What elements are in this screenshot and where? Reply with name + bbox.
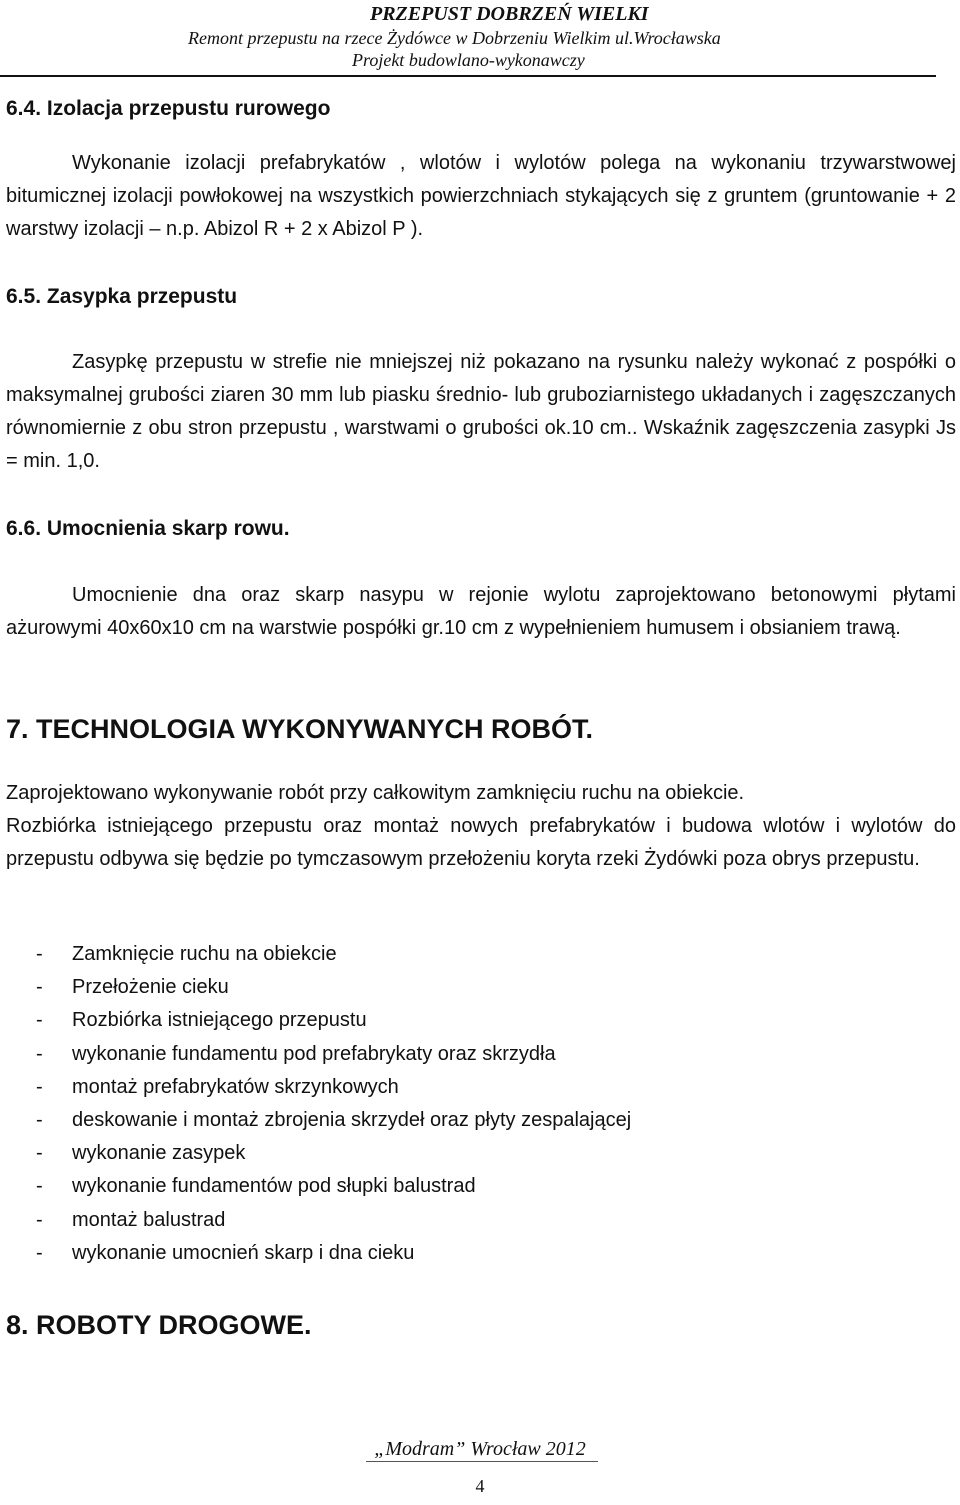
list-item-text: montaż balustrad — [72, 1208, 226, 1231]
header-subtitle: Remont przepustu na rzece Żydówce w Dobrzeniu Wielkim ul.Wrocławska — [188, 28, 721, 48]
list-item-text: Przełożenie cieku — [72, 976, 229, 999]
footer-company: „Modram” Wrocław 2012 — [374, 1438, 586, 1460]
section-6-4-paragraph: Wykonanie izolacji prefabrykatów , wlotów i wylotów polega na wykonaniu trzywarstwowej bitumicznej izolacji powłokowej na wszystkich powierzchniach stykających się z gruntem (gruntowanie + 2 warstwy izolacji – n.p. Abizol R + 2 x Abizol P ). — [6, 152, 956, 240]
list-item — [36, 938, 631, 971]
list-item — [36, 971, 631, 1004]
list-dash: - — [36, 1009, 43, 1032]
section-7-heading: 7. TECHNOLOGIA WYKONYWANYCH ROBÓT. — [6, 714, 594, 744]
section-7-paragraph: Rozbiórka istniejącego przepustu oraz montaż nowych prefabrykatów i budowa wlotów i wylotów do przepustu odbywa się będzie po tymczasowym przełożeniu koryta rzeki Żydówki poza obrys przepustu. — [6, 815, 956, 870]
list-item — [36, 1170, 631, 1203]
section-7-intro-line: Zaprojektowano wykonywanie robót przy całkowitym zamknięciu ruchu na obiekcie. — [6, 782, 745, 804]
list-dash: - — [36, 976, 43, 999]
list-dash: - — [36, 1042, 43, 1065]
section-8-heading: 8. ROBOTY DROGOWE. — [6, 1310, 312, 1340]
list-item — [36, 1038, 631, 1071]
section-6-5-heading: 6.5. Zasypka przepustu — [6, 285, 238, 308]
list-item-text: Zamknięcie ruchu na obiekcie — [72, 943, 337, 965]
list-item — [36, 1004, 631, 1037]
list-item-text: montaż prefabrykatów skrzynkowych — [72, 1075, 399, 1098]
section-6-5-paragraph: Zasypkę przepustu w strefie nie mniejszej niż pokazano na rysunku należy wykonać z pospółki o maksymalnej grubości ziaren 30 mm lub piasku średnio- lub gruboziarnistego układanych i zagęszczanych równomiernie z obu stron przepustu , warstwami o grubości ok.10 cm.. Wskaźnik zagęszczenia zasypki Js = min. 1,0. — [6, 351, 956, 472]
list-item-text: wykonanie fundamentów pod słupki balustrad — [72, 1175, 476, 1198]
list-item — [36, 1137, 631, 1170]
list-item — [36, 1204, 631, 1237]
list-dash: - — [36, 943, 43, 965]
list-item-text: wykonanie fundamentu pod prefabrykaty oraz skrzydła — [72, 1042, 556, 1065]
section-6-4-heading: 6.4. Izolacja przepustu rurowego — [6, 97, 331, 120]
section-6-6-heading: 6.6. Umocnienia skarp rowu. — [6, 517, 290, 540]
header-rule — [0, 75, 936, 77]
list-item-text: Rozbiórka istniejącego przepustu — [72, 1009, 367, 1032]
list-item-text: wykonanie umocnień skarp i dna cieku — [72, 1241, 415, 1264]
list-item — [36, 1237, 631, 1270]
list-dash: - — [36, 1175, 43, 1198]
header-title: PRZEPUST DOBRZEŃ WIELKI — [370, 3, 649, 25]
list-dash: - — [36, 1241, 43, 1264]
header-doc-type: Projekt budowlano-wykonawczy — [352, 50, 585, 70]
list-item-text: deskowanie i montaż zbrojenia skrzydeł oraz płyty zespalającej — [72, 1109, 632, 1132]
list-item-text: wykonanie zasypek — [72, 1142, 246, 1165]
section-6-6-paragraph: Umocnienie dna oraz skarp nasypu w rejonie wylotu zaprojektowano betonowymi płytami ażurowymi 40x60x10 cm na warstwie pospółki gr.10 cm z wypełnieniem humusem i obsianiem trawą. — [6, 584, 956, 639]
list-dash: - — [36, 1109, 43, 1132]
list-dash: - — [36, 1208, 43, 1231]
footer-rule — [366, 1461, 598, 1462]
works-list — [36, 938, 631, 1270]
list-item — [36, 1104, 631, 1137]
list-dash: - — [36, 1142, 43, 1165]
list-dash: - — [36, 1075, 43, 1098]
list-item — [36, 1071, 631, 1104]
page-number: 4 — [475, 1476, 485, 1496]
